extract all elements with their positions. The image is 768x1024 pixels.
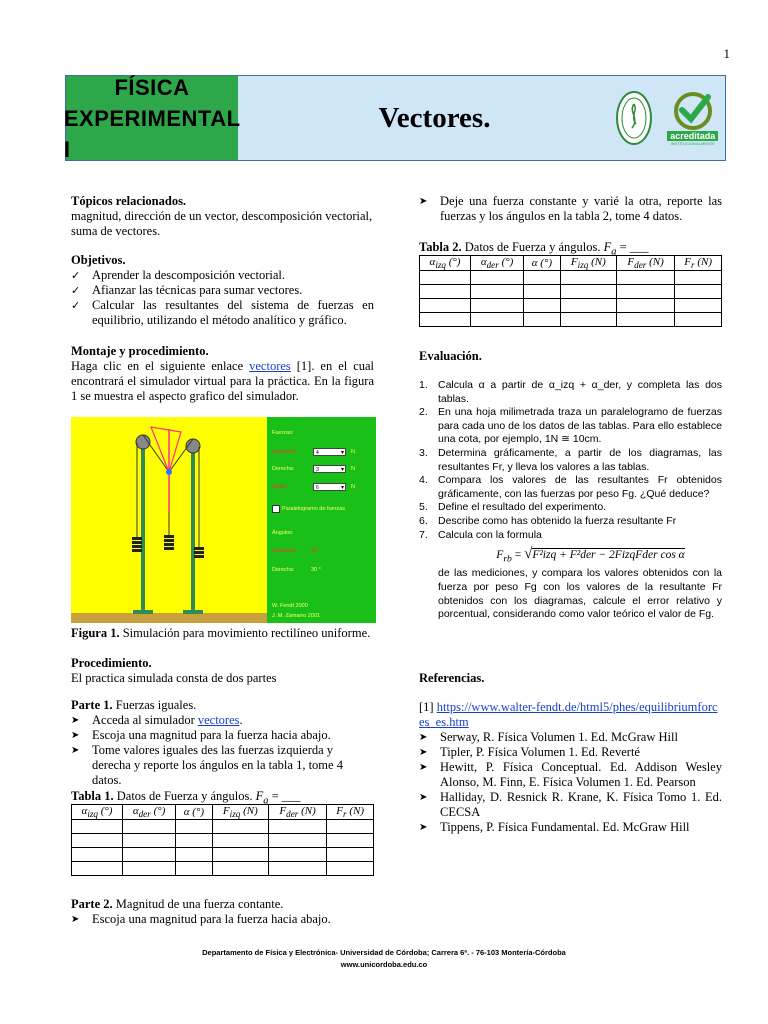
table-row <box>72 834 374 848</box>
table-cell <box>123 862 176 876</box>
part1-label: Parte 1. <box>71 698 113 712</box>
table-cell <box>616 313 674 327</box>
table-header-cell: $F_{der}$ (N) <box>268 805 326 820</box>
setup-text <box>71 359 374 404</box>
objective-item: ✓ Calcular las resultantes del sistema de fuerzas en equilibrio, utilizando el método analítico y gráfico. <box>71 298 374 328</box>
table-cell <box>268 848 326 862</box>
evaluation-item-text: Calcula α a partir de α_izq + α_der, y completa las dos tablas. <box>438 379 722 405</box>
table-cell <box>524 313 561 327</box>
unit-label: N <box>351 484 355 490</box>
table-cell <box>72 862 123 876</box>
table-cell <box>420 271 471 285</box>
table2-caption-math: F <box>603 240 612 254</box>
right-weights <box>194 547 204 558</box>
figure-caption-text: Simulación para movimiento rectilíneo uniforme. <box>119 626 371 640</box>
header-banner <box>65 75 726 161</box>
checkbox-icon[interactable] <box>272 505 280 513</box>
table-cell <box>268 820 326 834</box>
table-row <box>420 271 722 285</box>
simulator-stage <box>71 417 267 623</box>
table-cell <box>471 313 524 327</box>
objectives-heading: Objetivos. <box>71 253 126 267</box>
parallelogram-label: Paralelogramo de fuerzas <box>282 506 345 512</box>
evaluation-item-number: 3. <box>419 446 428 459</box>
table-header-cell: α (°) <box>176 805 213 820</box>
table-cell <box>327 820 374 834</box>
table-cell <box>268 834 326 848</box>
table-header-cell: $\alpha_{der}$ (°) <box>471 256 524 271</box>
table-header-cell: $F_r$ (N) <box>675 256 722 271</box>
angle-left-label: Izquierda: <box>272 548 297 554</box>
procedure-text: El practica simulada consta de dos partes <box>71 671 277 685</box>
table-cell <box>420 299 471 313</box>
reference-link[interactable]: https://www.walter-fendt.de/html5/phes/equilibriumforces_es.htm <box>419 700 718 729</box>
footer-line-1: Departamento de Física y Electrónica- Universidad de Córdoba; Carrera 6ª. - 76-103 Montería-Córdoba <box>202 948 566 957</box>
force-left-label: Izquierda: <box>272 449 297 455</box>
topics-text: magnitud, dirección de un vector, descomposición vectorial, suma de vectores. <box>71 209 373 238</box>
formula-lhs: F <box>496 549 504 562</box>
table1-caption-sub: a <box>263 795 269 807</box>
ground <box>71 613 267 623</box>
part1-section <box>71 698 374 788</box>
evaluation-item-text: Describe como has obtenido la fuerza resultante Fr <box>438 514 677 527</box>
table-header-cell: $\alpha_{izq}$ (°) <box>72 805 123 820</box>
table-cell <box>675 271 722 285</box>
parallelogram-toggle[interactable] <box>272 505 345 513</box>
evaluation-item-number: 7. <box>419 528 428 541</box>
table-cell <box>176 862 213 876</box>
table-cell <box>471 271 524 285</box>
page-title: Vectores. <box>378 101 491 134</box>
table1-caption-tail: = ___ <box>268 789 301 803</box>
table-cell <box>420 285 471 299</box>
table-cell <box>560 313 616 327</box>
setup-text-before: Haga clic en el siguiente enlace <box>71 359 250 373</box>
table-cell <box>176 848 213 862</box>
table-cell <box>268 862 326 876</box>
table-cell <box>212 834 268 848</box>
evaluation-after-formula: de las mediciones, y compara los valores obtenidos con la fuerza por peso Fg con los valores de la resultante Fr obtenidos con los diagramas, calcule el error relativo y porcentual, considerando como valor teórico el valor de Fg. <box>438 567 722 621</box>
table1-caption-text: Datos de Fuerza y ángulos. <box>113 789 256 803</box>
evaluation-item-text: En una hoja milimetrada traza un paralelogramo de fuerzas para cada uno de los datos de las tablas. Para ello establece una cota, por ejemplo, 1N ≅ 10cm. <box>438 406 722 446</box>
part1-item: ➤ Escoja una magnitud para la fuerza hacia abajo. <box>71 728 374 743</box>
reference-item: ➤ Serway, R. Física Volumen 1. Ed. McGraw Hill <box>419 730 722 745</box>
left-pole <box>141 441 145 614</box>
reference-item: ➤ Hewitt, P. Física Conceptual. Ed. Addison Wesley Alonso, M. Finn, E. Física Volumen 1. Ed. Pearson <box>419 760 722 790</box>
table2-label: Tabla 2. <box>419 240 462 254</box>
evaluation-item <box>419 447 722 474</box>
angles-label: Ángulos: <box>272 530 294 536</box>
accreditation-subtext: INSTITUCIONALMENTE <box>670 140 715 146</box>
part1-item <box>71 713 374 728</box>
objective-item: ✓ Aprender la descomposición vectorial. <box>71 268 374 283</box>
university-seal-icon <box>614 88 654 148</box>
evaluation-item <box>419 515 722 529</box>
table1-caption-math: F <box>255 789 264 803</box>
topics-heading: Tópicos relacionados. <box>71 194 187 208</box>
course-title-line2: EXPERIMENTAL I <box>63 105 241 162</box>
table2-caption-tail: = ___ <box>616 240 649 254</box>
evaluation-item-number: 1. <box>419 379 428 391</box>
force-down-select[interactable]: 6 ▾ <box>313 483 346 491</box>
objective-item: ✓ Afianzar las técnicas para sumar vectores. <box>71 283 374 298</box>
table-cell <box>123 834 176 848</box>
force-left-select[interactable]: 4 ▾ <box>313 448 346 456</box>
table-cell <box>675 313 722 327</box>
table2-caption-sub: a <box>611 246 617 258</box>
pulley-diagram <box>71 417 267 623</box>
table-cell <box>327 834 374 848</box>
unit-label: N <box>351 466 355 472</box>
evaluation-item <box>419 379 722 406</box>
evaluation-item <box>419 474 722 501</box>
evaluation-item-text: Determina gráficamente, a partir de los diagramas, las resultantes Fr, y lleva los valores a las tablas. <box>438 446 722 473</box>
reference-item: ➤ Tippens, P. Física Fundamental. Ed. McGraw Hill <box>419 820 722 835</box>
evaluation-heading: Evaluación. <box>419 349 482 363</box>
center-weights <box>164 535 174 550</box>
procedure-heading: Procedimiento. <box>71 656 152 670</box>
table-cell <box>212 848 268 862</box>
table-cell <box>72 820 123 834</box>
table-cell <box>212 820 268 834</box>
table-cell <box>524 285 561 299</box>
angle-right-value: 30 ° <box>311 567 321 573</box>
table1-header-row <box>72 805 374 820</box>
objectives-section <box>71 253 374 328</box>
evaluation-item-text: Define el resultado del experimento. <box>438 501 607 514</box>
table-row <box>72 862 374 876</box>
table-cell <box>616 271 674 285</box>
table-cell <box>471 285 524 299</box>
part1-item1-text: Acceda al simulador <box>92 713 198 727</box>
formula <box>459 546 722 564</box>
table-row <box>420 313 722 327</box>
part2-item: ➤ Deje una fuerza constante y varié la otra, reporte las fuerzas y los ángulos en la tabla 2, tome 4 datos. <box>419 194 722 224</box>
part2-label: Parte 2. <box>71 897 113 911</box>
logos <box>607 76 725 160</box>
reference-1 <box>419 700 722 730</box>
table-header-cell: $F_{der}$ (N) <box>616 256 674 271</box>
formula-eq: = <box>511 549 525 562</box>
part2-continued <box>419 194 722 224</box>
simulator-link-2[interactable]: vectores <box>197 713 240 727</box>
credit-2: J. M. Zamarro 2001 <box>272 613 320 619</box>
part1-title: Fuerzas iguales. <box>112 698 197 712</box>
table-cell <box>675 299 722 313</box>
table-row <box>420 299 722 313</box>
references-section <box>419 671 722 835</box>
table-cell <box>72 848 123 862</box>
right-pole <box>191 441 195 614</box>
evaluation-item <box>419 529 722 543</box>
table-header-cell: $F_r$ (N) <box>327 805 374 820</box>
table-cell <box>560 271 616 285</box>
table-cell <box>327 848 374 862</box>
course-title-line1: FÍSICA <box>114 74 190 100</box>
table-row <box>72 848 374 862</box>
references-heading: Referencias. <box>419 671 485 685</box>
evaluation-item-text: Calcula con la formula <box>438 528 542 541</box>
accreditation-logo <box>667 91 718 146</box>
table-cell <box>176 834 213 848</box>
setup-section <box>71 344 374 404</box>
part2-section <box>71 897 374 927</box>
evaluation-item-number: 6. <box>419 514 428 527</box>
table-cell <box>560 285 616 299</box>
table-row <box>72 820 374 834</box>
check-badge-icon <box>670 91 716 131</box>
accreditation-text: acreditada <box>667 131 718 141</box>
procedure-section <box>71 656 374 686</box>
evaluation-item-number: 2. <box>419 406 428 419</box>
force-down-label: Abajo: <box>272 484 288 490</box>
table-1 <box>71 804 374 876</box>
simulator-figure <box>71 417 376 623</box>
table2-caption-text: Datos de Fuerza y ángulos. <box>461 240 604 254</box>
table-cell <box>327 862 374 876</box>
left-weights <box>132 537 142 552</box>
part1-item: ➤ Tome valores iguales des las fuerzas izquierda y derecha y reporte los ángulos en la tabla 1, tome 4 datos. <box>71 743 374 788</box>
figure-label: Figura 1. <box>71 626 120 640</box>
angle-left-value: 20 ° <box>311 548 321 554</box>
table-cell <box>123 848 176 862</box>
evaluation-list <box>419 379 722 622</box>
table-cell <box>616 285 674 299</box>
figure-caption <box>71 626 374 641</box>
force-right-label: Derecha: <box>272 466 295 472</box>
table-cell <box>616 299 674 313</box>
formula-rhs: F²izq + F²der − 2FizqFder cos α <box>532 549 685 562</box>
table-cell <box>420 313 471 327</box>
formula-lhs-sub: rb <box>503 553 512 565</box>
table-row <box>420 285 722 299</box>
table-header-cell: α (°) <box>524 256 561 271</box>
table-header-cell: $F_{izq}$ (N) <box>560 256 616 271</box>
evaluation-item <box>419 501 722 515</box>
sqrt-icon: √ <box>524 546 533 563</box>
reference-item: ➤ Tipler, P. Física Volumen 1. Ed. Reverté <box>419 745 722 760</box>
setup-heading: Montaje y procedimiento. <box>71 344 209 358</box>
table-cell <box>123 820 176 834</box>
table-cell <box>471 299 524 313</box>
table2-header-row <box>420 256 722 271</box>
table-2 <box>419 255 722 327</box>
table-header-cell: $\alpha_{der}$ (°) <box>123 805 176 820</box>
force-parallelogram <box>151 427 181 472</box>
evaluation-item-number: 5. <box>419 501 428 514</box>
table-cell <box>560 299 616 313</box>
course-title-box <box>63 74 241 162</box>
table-cell <box>72 834 123 848</box>
page-number: 1 <box>723 46 730 61</box>
force-right-select[interactable]: 3 ▾ <box>313 465 346 473</box>
table-header-cell: $\alpha_{izq}$ (°) <box>420 256 471 271</box>
part2-title: Magnitud de una fuerza contante. <box>112 897 284 911</box>
evaluation-item-number: 4. <box>419 474 428 487</box>
footer-line-2: www.unicordoba.edu.co <box>340 960 428 969</box>
credit-1: W. Fendt 2000 <box>272 603 308 609</box>
reference-item: ➤ Halliday, D. Resnick R. Krane, K. Física Tomo 1. Ed. CECSA <box>419 790 722 820</box>
table-header-cell: $F_{izq}$ (N) <box>212 805 268 820</box>
evaluation-item-text: Compara los valores de las resultantes Fr obtenidos gráficamente, con las fuerzas por peso Fg. ¿Qué deduce? <box>438 474 722 500</box>
setup-text-after: [1]. en el cual encontrará el simulador virtual para la práctica. En la figura 1 se muestra el aspecto grafico del simulador. <box>71 359 375 403</box>
table-cell <box>675 285 722 299</box>
table-cell <box>524 299 561 313</box>
unit-label: N <box>351 449 355 455</box>
simulator-link[interactable]: vectores <box>249 359 291 373</box>
table1-label: Tabla 1. <box>71 789 114 803</box>
table-cell <box>212 862 268 876</box>
evaluation-item <box>419 406 722 447</box>
table-cell <box>176 820 213 834</box>
table-cell <box>524 271 561 285</box>
forces-label: Fuerzas: <box>272 430 294 436</box>
reference-1-label: [1] <box>419 700 437 714</box>
simulator-panel <box>267 417 376 623</box>
evaluation-heading-wrap <box>419 349 722 364</box>
angle-right-label: Derecha: <box>272 567 295 573</box>
topics-section <box>71 194 374 239</box>
part1-item1-end: . <box>239 713 243 727</box>
part2-item: ➤ Escoja una magnitud para la fuerza hacia abajo. <box>71 912 374 927</box>
